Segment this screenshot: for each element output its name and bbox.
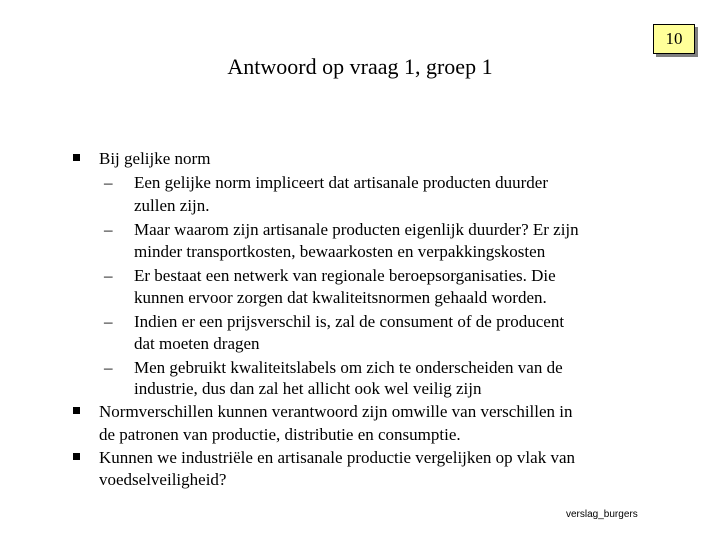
- bullet-2-line-2: de patronen van productie, distributie en consumptie.: [99, 425, 461, 444]
- sub-bullet-1-line-2: zullen zijn.: [134, 196, 210, 215]
- bullet-marker: [73, 407, 80, 414]
- slide-title: Antwoord op vraag 1, groep 1: [227, 54, 493, 79]
- sub-bullet-4-line-2: dat moeten dragen: [134, 334, 260, 353]
- sub-bullet-dash: –: [104, 266, 113, 285]
- slide-footer: verslag_burgers: [566, 509, 638, 520]
- sub-bullet-3-line-1: Er bestaat een netwerk van regionale beroepsorganisaties. Die: [134, 266, 556, 285]
- bullet-1-text: Bij gelijke norm: [99, 149, 211, 168]
- bullet-2-line-1: Normverschillen kunnen verantwoord zijn omwille van verschillen in: [99, 402, 573, 421]
- sub-bullet-1-line-1: Een gelijke norm impliceert dat artisanale producten duurder: [134, 173, 548, 192]
- sub-bullet-4-line-1: Indien er een prijsverschil is, zal de consument of de producent: [134, 312, 565, 331]
- bullet-marker: [73, 154, 80, 161]
- sub-bullet-2-line-1: Maar waarom zijn artisanale producten eigenlijk duurder? Er zijn: [134, 220, 579, 239]
- sub-bullet-5-line-2: industrie, dus dan zal het allicht ook wel veilig zijn: [134, 379, 482, 398]
- sub-bullet-dash: –: [104, 358, 113, 377]
- sub-bullet-dash: –: [104, 220, 113, 239]
- bullet-3-line-2: voedselveiligheid?: [99, 470, 227, 489]
- sub-bullet-dash: –: [104, 312, 113, 331]
- sub-bullet-5-line-1: Men gebruikt kwaliteitslabels om zich te onderscheiden van de: [134, 358, 563, 377]
- bullet-marker: [73, 453, 80, 460]
- bullet-3-line-1: Kunnen we industriële en artisanale productie vergelijken op vlak van: [99, 448, 575, 467]
- page-number-badge: 10: [653, 24, 695, 54]
- sub-bullet-2-line-2: minder transportkosten, bewaarkosten en verpakkingskosten: [134, 242, 546, 261]
- sub-bullet-dash: –: [104, 173, 113, 192]
- sub-bullet-3-line-2: kunnen ervoor zorgen dat kwaliteitsnormen gehaald worden.: [134, 288, 547, 307]
